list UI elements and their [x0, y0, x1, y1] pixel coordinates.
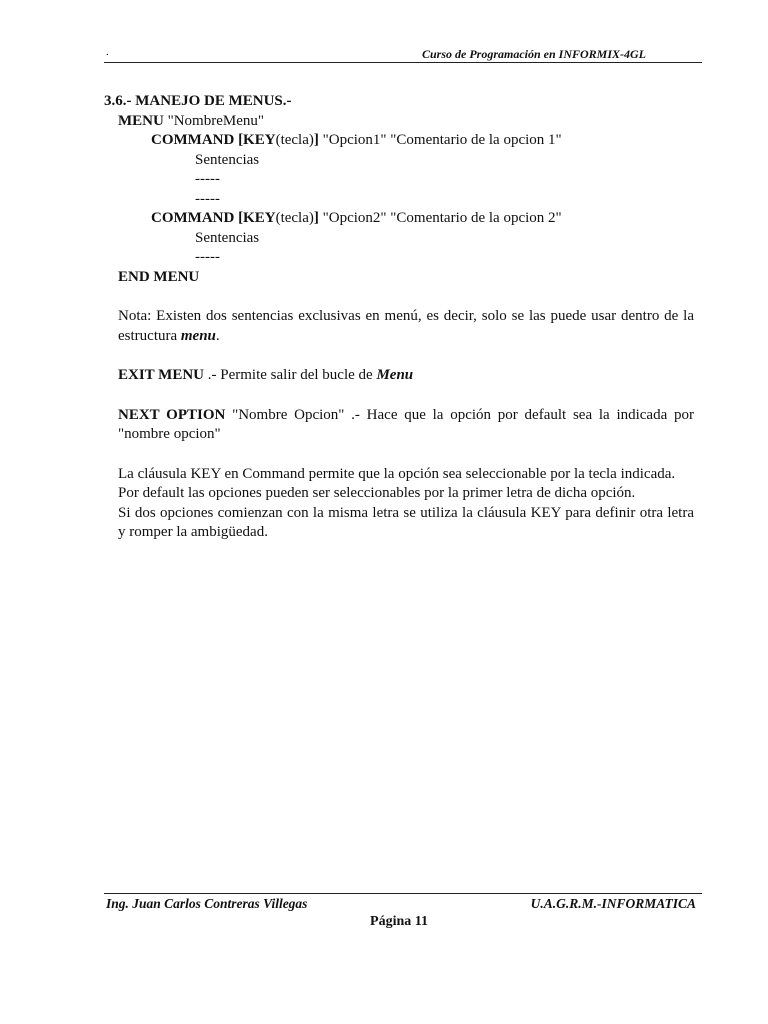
- command-options-2: "Opcion2" "Comentario de la opcion 2": [318, 210, 562, 226]
- nota-text: Nota: Existen dos sentencias exclusivas en menú, es decir, solo se las puede usar dentro de la estructura: [118, 308, 694, 344]
- exit-menu-keyword: EXIT MENU: [118, 367, 204, 383]
- command-key-arg-1: (tecla): [275, 132, 314, 148]
- next-option-keyword: NEXT OPTION: [118, 406, 226, 423]
- command-key-arg-2: (tecla): [275, 210, 314, 226]
- end-menu-line: END MENU: [118, 268, 200, 285]
- dash-line-3: -----: [195, 249, 220, 265]
- menu-keyword: MENU: [118, 112, 164, 129]
- next-option-paragraph: [104, 406, 694, 445]
- exit-menu-emphasis: Menu: [376, 367, 414, 383]
- footer-author: Ing. Juan Carlos Contreras Villegas: [106, 896, 308, 911]
- dash-line-1: -----: [195, 171, 220, 187]
- clausula-paragraph-2: Por default las opciones pueden ser seleccionables por la primer letra de dicha opción.: [118, 485, 636, 501]
- menu-name: "NombreMenu": [163, 112, 264, 129]
- footer-institution: U.A.G.R.M.-INFORMATICA: [530, 896, 696, 911]
- sentencias-line-1: Sentencias: [195, 151, 260, 168]
- clausula-paragraph-1: La cláusula KEY en Command permite que la opción sea seleccionable por la tecla indicada.: [118, 465, 676, 482]
- dash-line-2: -----: [195, 190, 220, 207]
- clausula-paragraph-3: Si dos opciones comienzan con la misma letra se utiliza la cláusula KEY para definir otra letra y romper la ambigüedad.: [118, 504, 694, 540]
- exit-menu-text: .- Permite salir del bucle de: [204, 367, 377, 383]
- footer-divider: [104, 893, 702, 894]
- command-keyword-2: COMMAND [KEY: [151, 210, 276, 226]
- page-number: Página 11: [370, 914, 428, 929]
- nota-end: .: [215, 327, 220, 344]
- command-line-2: [104, 209, 694, 229]
- command-options-1: "Opcion1" "Comentario de la opcion 1": [318, 132, 562, 148]
- nota-paragraph: [104, 307, 694, 346]
- exit-menu-paragraph: [104, 366, 694, 386]
- header-dot: .: [106, 46, 109, 58]
- nota-emphasis: menu: [180, 327, 216, 344]
- header-title: Curso de Programación en INFORMIX-4GL: [421, 47, 646, 61]
- section-heading: 3.6.- MANEJO DE MENUS.-: [104, 93, 292, 109]
- next-option-text: "Nombre Opcion" .- Hace que la opción por default sea la indicada por "nombre opcion": [118, 406, 695, 442]
- menu-line: [104, 112, 694, 132]
- command-bracket-1: ]: [313, 132, 319, 148]
- command-keyword-1: COMMAND [KEY: [151, 132, 276, 148]
- page-content: [104, 92, 694, 543]
- page-header: [104, 44, 702, 63]
- command-bracket-2: ]: [313, 210, 319, 226]
- sentencias-line-2: Sentencias: [195, 229, 260, 246]
- command-line-1: [104, 131, 694, 151]
